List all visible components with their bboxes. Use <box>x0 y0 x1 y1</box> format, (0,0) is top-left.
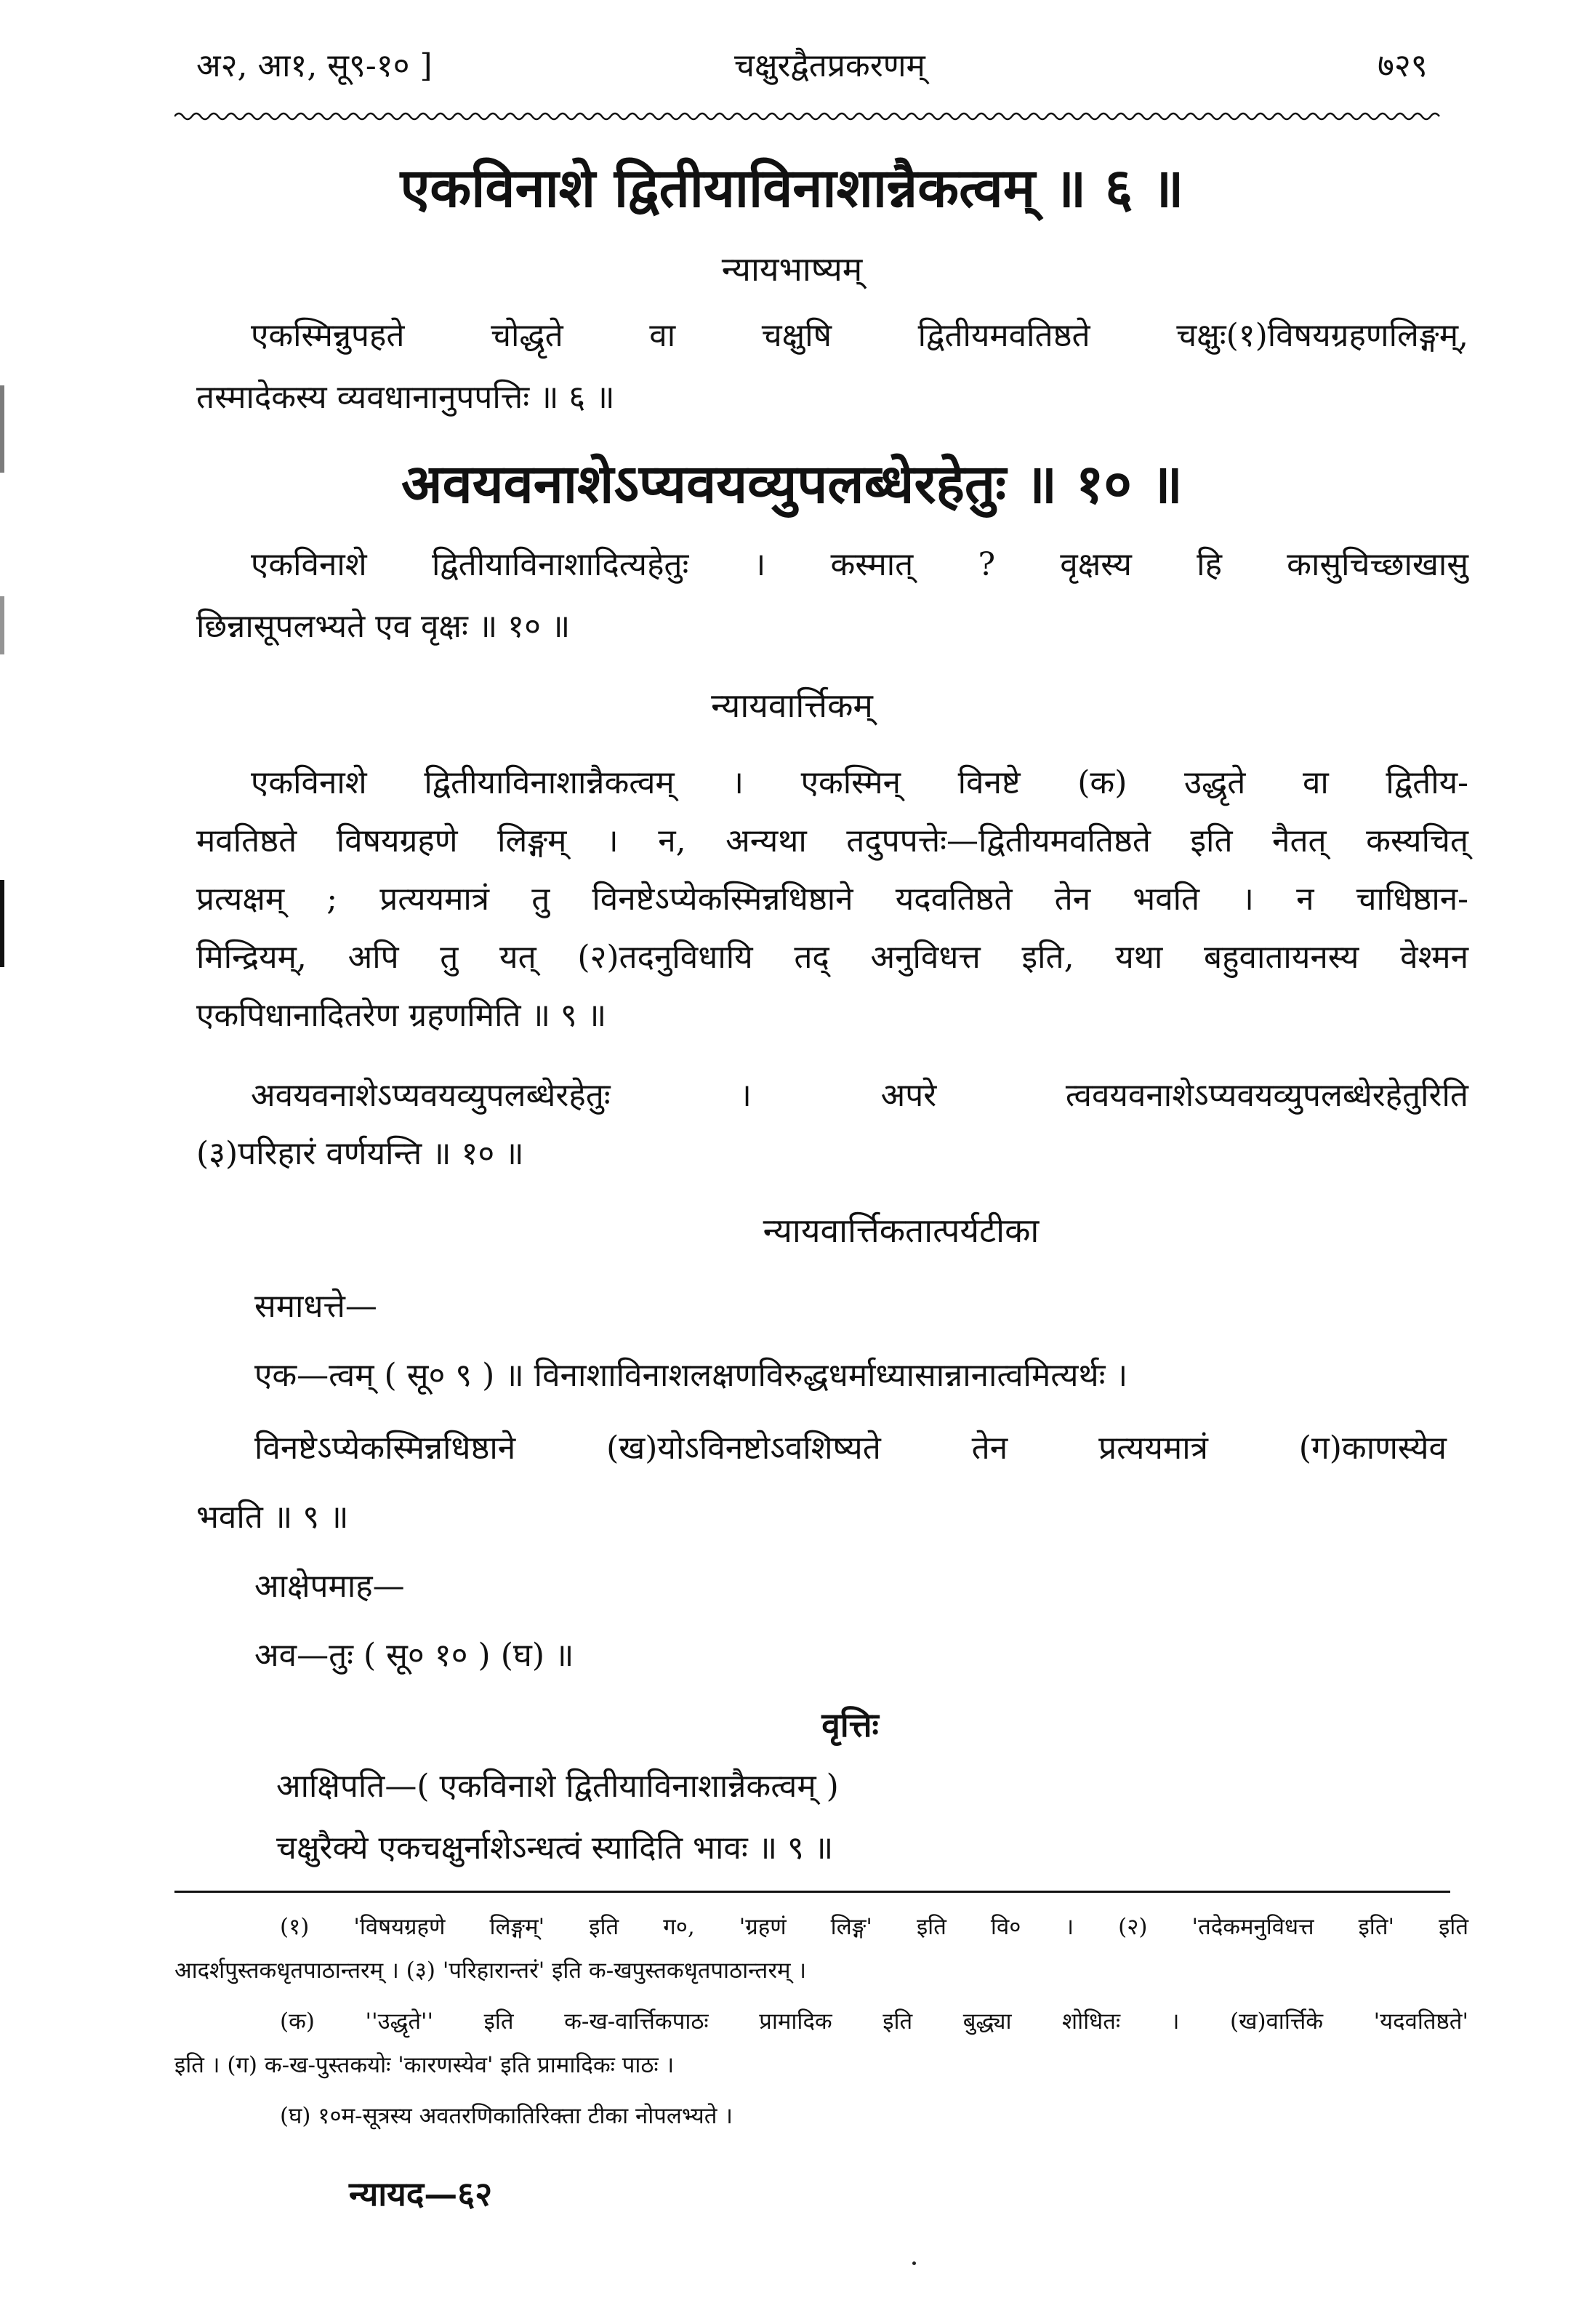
footnote-line: (१) 'विषयग्रहणे लिङ्गम्' इति ग०, 'ग्रहणं लिङ्ग' इति वि० । (२) 'तदेकमनुविधत्त इति' इति <box>280 1914 1468 1940</box>
bhashya-line: एकविनाशे द्वितीयाविनाशादित्यहेतुः । कस्मात् ? वृक्षस्य हि कासुचिच्छाखासु <box>251 546 1468 583</box>
tika-line: भवति ॥ ९ ॥ <box>196 1499 349 1536</box>
binding-edge-mark <box>0 880 4 967</box>
footnote-line: (घ) १०म-सूत्रस्य अवतरणिकातिरिक्ता टीका नोपलभ्यते । <box>280 2103 733 2129</box>
footnote-rule <box>174 1891 1450 1893</box>
sutra-10-heading: अवयवनाशेऽप्यवयव्युपलब्धेरहेतुः ॥ १० ॥ <box>401 453 1183 516</box>
vritti-line: आक्षिपति—( एकविनाशे द्वितीयाविनाशान्नैकत्वम् ) <box>276 1768 839 1805</box>
binding-edge-mark <box>0 596 4 654</box>
vartika-line: मिन्द्रियम्, अपि तु यत् (२)तदनुविधायि तद् अनुविधत्त इति, यथा बहुवातायनस्य वेश्मन <box>196 939 1468 976</box>
signature-mark: न्यायद—६२ <box>349 2174 493 2213</box>
header-left: अ२, आ१, सू९-१० ] <box>196 47 433 84</box>
bhashya-line: एकस्मिन्नुपहते चोद्धृते वा चक्षुषि द्वितीयमवतिष्ठते चक्षुः(१)विषयग्रहणलिङ्गम्, <box>251 317 1468 354</box>
vritti-title: वृत्तिः <box>821 1705 879 1744</box>
header-wavy-rule <box>174 109 1468 124</box>
vritti-line: चक्षुरैक्ये एकचक्षुर्नाशेऽन्धत्वं स्यादिति भावः ॥ ९ ॥ <box>276 1830 834 1867</box>
tika-line: एक—त्वम् ( सू० ९ ) ॥ विनाशाविनाशलक्षणविरुद्धधर्माध्यासान्नानात्वमित्यर्थः । <box>254 1357 1128 1394</box>
header-page-number: ७२९ <box>1378 47 1428 84</box>
footnote-line: आदर्शपुस्तकधृतपाठान्तरम् । (३) 'परिहारान्तरं' इति क-खपुस्तकधृतपाठान्तरम् । <box>174 1958 807 1984</box>
vartika-title: न्यायवार्त्तिकम् <box>711 686 873 725</box>
bhashya-title: न्यायभाष्यम् <box>721 249 863 289</box>
ink-speck <box>912 2261 916 2265</box>
vartika-line: (३)परिहारं वर्णयन्ति ॥ १० ॥ <box>196 1135 524 1172</box>
tika-line: अव—तुः ( सू० १० ) (घ) ॥ <box>254 1637 574 1674</box>
tika-line: विनष्टेऽप्येकस्मिन्नधिष्ठाने (ख)योऽविनष्टोऽवशिष्यते तेन प्रत्ययमात्रं (ग)काणस्येव <box>254 1430 1447 1467</box>
footnote-line: इति । (ग) क-ख-पुस्तकयोः 'कारणस्येव' इति प्रामादिकः पाठः । <box>174 2052 675 2078</box>
tika-line: आक्षेपमाह— <box>254 1568 405 1605</box>
vartika-line: अवयवनाशेऽप्यवयव्युपलब्धेरहेतुः । अपरे त्ववयवनाशेऽप्यवयव्युपलब्धेरहेतुरिति <box>251 1077 1468 1114</box>
bhashya-line: तस्मादेकस्य व्यवधानानुपपत्तिः ॥ ६ ॥ <box>196 379 615 416</box>
vartika-line: एकपिधानादितरेण ग्रहणमिति ॥ ९ ॥ <box>196 997 607 1034</box>
header-center: चक्षुरद्वैतप्रकरणम् <box>734 47 925 84</box>
vartika-line: प्रत्यक्षम् ; प्रत्ययमात्रं तु विनष्टेऽप्येकस्मिन्नधिष्ठाने यदवतिष्ठते तेन भवति । न चाधिष्ठान- <box>196 881 1468 918</box>
tika-title: न्यायवार्त्तिकतात्पर्यटीका <box>763 1211 1040 1250</box>
footnote-line: (क) ''उद्धृते'' इति क-ख-वार्त्तिकपाठः प्रामादिक इति बुद्ध्या शोधितः । (ख)वार्त्तिके 'यदवतिष्ठते' <box>280 2008 1468 2035</box>
sutra-9-heading: एकविनाशे द्वितीयाविनाशान्नैकत्वम् ॥ ६ ॥ <box>400 157 1184 220</box>
vartika-line: मवतिष्ठते विषयग्रहणे लिङ्गम् । न, अन्यथा तदुपपत्तेः—द्वितीयमवतिष्ठते इति नैतत् कस्यचित् <box>196 822 1468 860</box>
bhashya-line: छिन्नासूपलभ्यते एव वृक्षः ॥ १० ॥ <box>196 608 571 645</box>
vartika-line: एकविनाशे द्वितीयाविनाशान्नैकत्वम् । एकस्मिन् विनष्टे (क) उद्धृते वा द्वितीय- <box>251 764 1468 801</box>
tika-line: समाधत्ते— <box>254 1288 377 1325</box>
